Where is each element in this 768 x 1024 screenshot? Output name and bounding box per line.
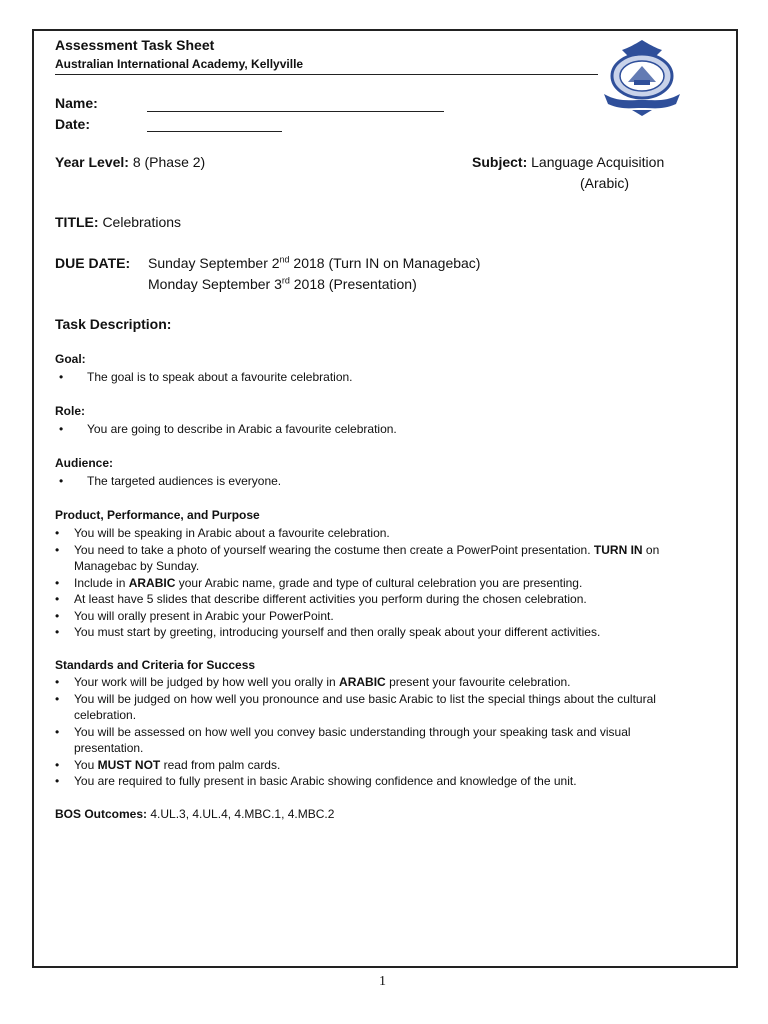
- subject-row: [472, 154, 664, 170]
- subject-label: Subject:: [472, 154, 528, 170]
- subject-value: Language Acquisition: [531, 154, 665, 170]
- list-item: • You are going to describe in Arabic a favourite celebration.: [55, 421, 397, 438]
- school-name: Australian International Academy, Kellyville: [55, 57, 304, 71]
- goal-heading: Goal:: [55, 352, 86, 366]
- due-date-line1: Sunday September 2nd 2018 (Turn IN on Managebac): [148, 254, 481, 271]
- list-item: • You must start by greeting, introducing yourself and then orally speak about your different activities.: [55, 624, 715, 641]
- date-label: Date:: [55, 116, 91, 132]
- name-label: Name:: [55, 95, 98, 111]
- product-performance-purpose-list: [55, 525, 715, 641]
- list-item: • You need to take a photo of yourself wearing the costume then create a PowerPoint presentation. TURN IN on Managebac by Sunday.: [55, 542, 715, 575]
- product-performance-purpose-heading: Product, Performance, and Purpose: [55, 508, 260, 522]
- task-description-heading: Task Description:: [55, 316, 172, 332]
- bos-outcomes: [55, 807, 334, 821]
- goal-list: [55, 369, 353, 386]
- year-level-label: Year Level:: [55, 154, 129, 170]
- name-field[interactable]: [147, 111, 444, 112]
- bos-outcomes-value: 4.UL.3, 4.UL.4, 4.MBC.1, 4.MBC.2: [150, 807, 335, 821]
- year-level-row: [55, 154, 205, 170]
- list-item: • The targeted audiences is everyone.: [55, 473, 281, 490]
- role-list: [55, 421, 397, 438]
- due-date-label: DUE DATE:: [55, 255, 131, 271]
- audience-list: [55, 473, 281, 490]
- standards-heading: Standards and Criteria for Success: [55, 658, 256, 672]
- list-item: • You are required to fully present in basic Arabic showing confidence and knowledge of the unit.: [55, 773, 715, 790]
- due-date-line2: Monday September 3rd 2018 (Presentation): [148, 275, 417, 292]
- audience-heading: Audience:: [55, 456, 114, 470]
- list-item: • The goal is to speak about a favourite celebration.: [55, 369, 353, 386]
- date-field[interactable]: [147, 131, 282, 132]
- header-divider: [55, 74, 598, 75]
- year-level-value: 8 (Phase 2): [132, 154, 206, 170]
- list-item: • Include in ARABIC your Arabic name, grade and type of cultural celebration you are presenting.: [55, 575, 715, 592]
- standards-list: [55, 674, 715, 790]
- role-heading: Role:: [55, 404, 85, 418]
- list-item: • Your work will be judged by how well you orally in ARABIC present your favourite celebration.: [55, 674, 715, 691]
- school-crest-logo: [598, 36, 686, 118]
- title-row: [55, 214, 181, 230]
- list-item: • You will be assessed on how well you convey basic understanding through your speaking task and visual presentation.: [55, 724, 715, 757]
- list-item: • You MUST NOT read from palm cards.: [55, 757, 715, 774]
- title-value: Celebrations: [102, 214, 182, 230]
- subject-value-line2: (Arabic): [580, 175, 630, 191]
- list-item: • You will be speaking in Arabic about a favourite celebration.: [55, 525, 715, 542]
- page-number: 1: [379, 974, 386, 989]
- list-item: • You will orally present in Arabic your PowerPoint.: [55, 608, 715, 625]
- title-label: TITLE:: [55, 214, 99, 230]
- list-item: • You will be judged on how well you pronounce and use basic Arabic to list the special things about the cultural celebration.: [55, 691, 715, 724]
- list-item: • At least have 5 slides that describe different activities you perform during the chosen celebration.: [55, 591, 715, 608]
- bos-outcomes-label: BOS Outcomes:: [55, 807, 148, 821]
- sheet-title: Assessment Task Sheet: [55, 37, 215, 53]
